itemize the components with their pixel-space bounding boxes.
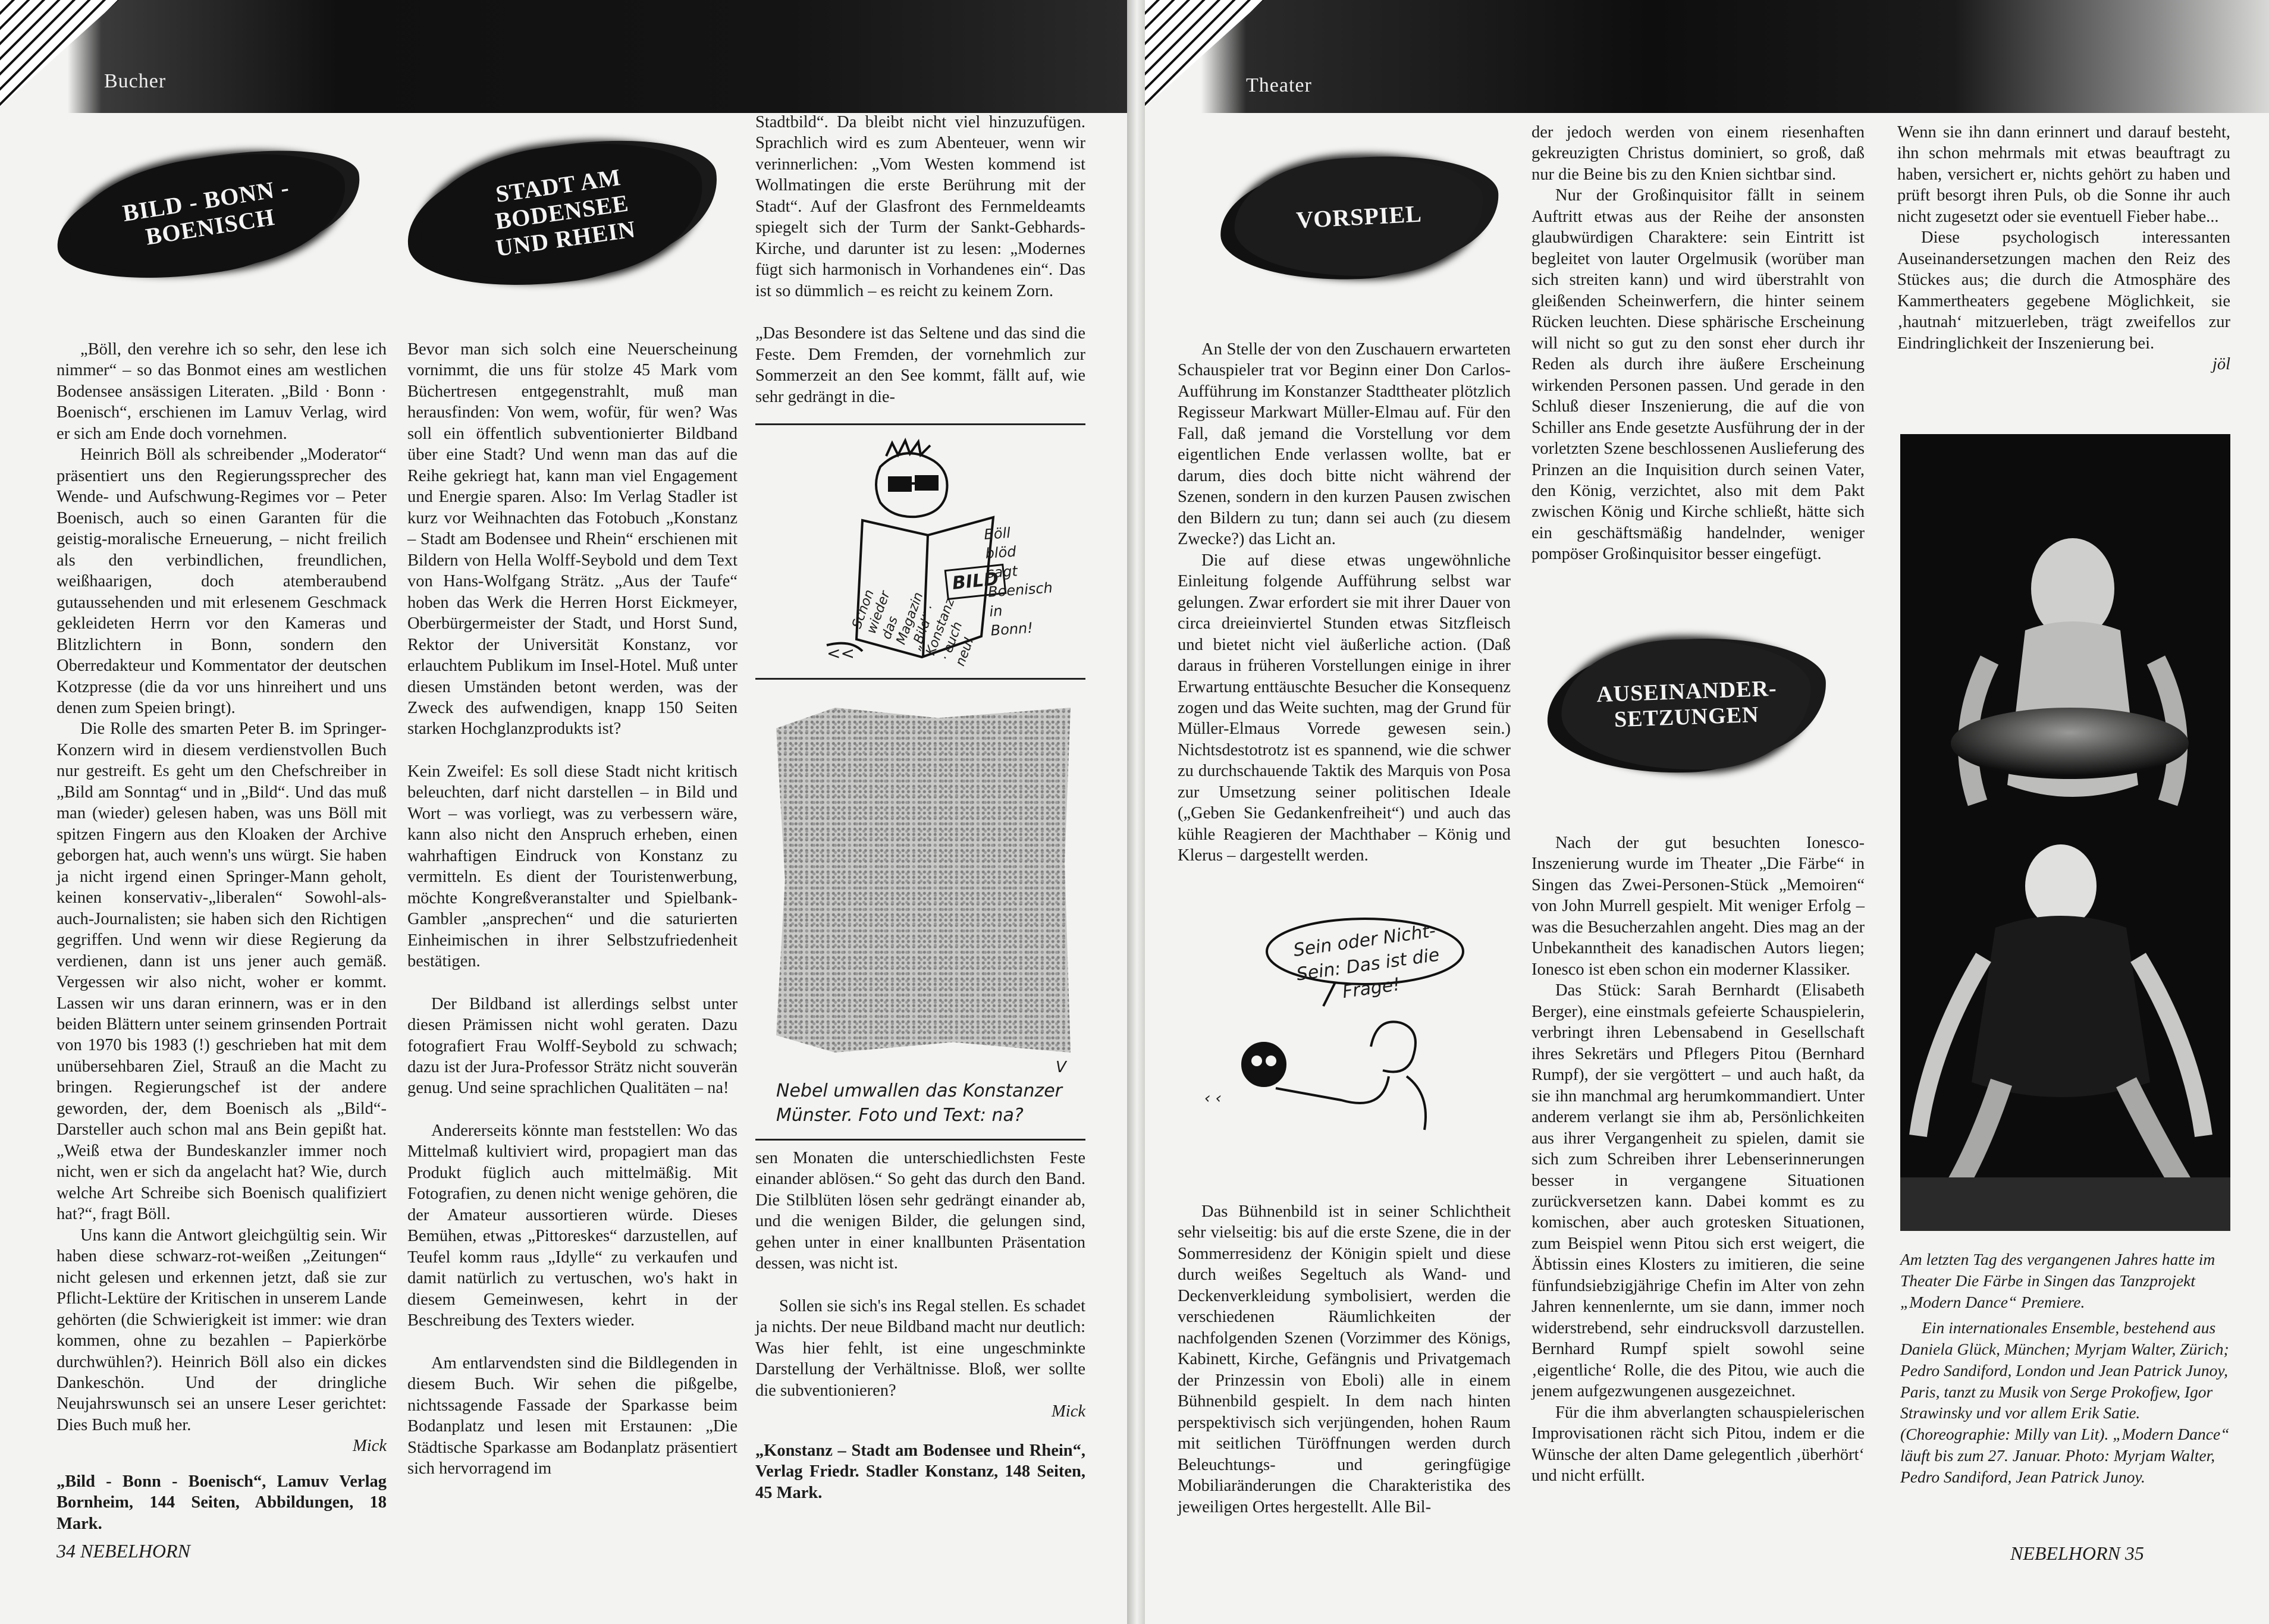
spine-gutter [1127, 0, 1145, 1624]
page-folio-left [57, 1540, 190, 1562]
headline-stadt-am-bodensee [412, 127, 713, 299]
paragraph: Wenn sie ihn dann erinnert und darauf besteht, ihn schon mehrmals mit etwas beauftragt zu haben, versichert er, nichts gehört zu haben und prüft besorgt ihren Puls, ob die Sonne ihr auch nicht zugesetzt oder sie eventuell Fieber habe... [1897, 123, 2230, 226]
cartoon-marks: ‹ ‹ [1204, 1089, 1222, 1107]
modern-dance-photo [1900, 434, 2230, 1231]
column-rule [755, 678, 1085, 680]
article-auseinandersetzungen-column [1532, 833, 1865, 1487]
cartoon-speech-text: Böll blöd sagt Boenisch in Bonn! [983, 524, 1053, 639]
paragraph: Andererseits könnte man feststellen: Wo das Mittelmaß kultiviert wird, propagiert man das Produkt füglich auch mittelmäßig. Mit Fotografien, zu denen nicht wenige gehören, die der Amateur aussortieren würde. Dieses Bemühen, etwas „Pittoreskes“ darzustellen, auf Teufel komm raus „Idylle“ zu verkaufen und damit natürlich zu vertuschen, wo's hakt in diesem Gemeinwesen, kehrt in der Beschreibung des Texters wieder. [407, 1121, 737, 1330]
book-credit: „Konstanz – Stadt am Bodensee und Rhein“, Verlag Friedr. Stadler Konstanz, 148 Seiten, 45 Mark. [755, 1441, 1085, 1502]
right-page [1145, 0, 2269, 1624]
article-boenisch-column [57, 339, 387, 1534]
paragraph: Am entlarvendsten sind die Bildlegenden in diesem Buch. Wir sehen die pißgelbe, nichtssagende Fassade der Sparkasse beim Bodanplatz und lesen mit Erstaunen: „Die Städtische Sparkasse am Bodanplatz präsentiert sich hervorragend im [407, 1353, 737, 1478]
page-folio-right [2010, 1543, 2144, 1565]
paragraph: „Böll, den verehre ich so sehr, den lese ich nimmer“ – so das Bonmot eines am westlichen Bodensee ansässigen Literaten. „Bild · Bonn · Boenisch“, erschienen im Lamuv Verlag, wird er sich am Ende doch vornehmen. [57, 340, 387, 443]
headline-bild-bonn-boenisch [61, 136, 355, 291]
cartoon-handwriting: Schon wieder das Magazin „Bild“ · Konstanz · euch neu! [849, 588, 977, 668]
headline-auseinandersetzungen [1559, 635, 1813, 775]
paragraph: Die auf diese etwas ungewöhnliche Einleitung folgende Aufführung selbst war gelungen. Zwar erfordert sie mit ihrer Dauer von circa dreieinviertel Stunden etwas Sitzfleisch und bietet nicht viel äußerliche action. (Daß daraus in früheren Vorstellungen einige in ihrer Erwartung enttäuschte Besucher die Konsequenz zogen und das Weite suchten, mag der Grund für Müller-Elmaus Vorrede gewesen sein.) Nichtsdestotrotz ist es spannend, wie die schwer zu durchschauende Taktik des Marquis von Posa zur Umsetzung seiner politischen Ideale („Geben Sie Gedankenfreiheit“) und auch das kühle Reagieren der Machthaber – König und Klerus – dargestellt werden. [1178, 551, 1511, 865]
dancers-figure [1900, 434, 2230, 1231]
paragraph: An Stelle der von den Zuschauern erwarteten Schauspieler trat vor Beginn einer Don Carlos-Aufführung im Konstanzer Stadttheater plötzlich Regisseur Markwart Müller-Elmau auf. Für den Fall, daß jemand die Vorstellung vor dem eigentlichen Ende verlassen wollte, bat er darum, dies doch bitte nicht während der Szenen, sondern in den kurzen Pausen zwischen den Bildern zu tun; dann sei auch (zu diesem Zwecke?) das Licht an. [1178, 340, 1511, 549]
paragraph: „Das Besondere ist das Seltene und das sind die Feste. Dem Fremden, der vornehmlich zur Sommerzeit an den See kommt, fällt auf, wie sehr gedrängt in die- [755, 324, 1085, 406]
cartoon-speech-text: Sein oder Nicht-Sein: Das ist die Frage! [1292, 920, 1441, 1003]
headline-text: AUSEINANDER-SETZUNGEN [1596, 676, 1778, 733]
paragraph: Uns kann die Antwort gleichgültig sein. Wir haben diese schwarz-rot-weißen „Zeitungen“ nicht gelesen und erkennen jetzt, daß sie zur Pflicht-Lektüre der Kritischen in unserem Lande gehörten (die Schwierigkeit ist immer: wie dran kommen, ohne zu bezahlen – Papierkörbe durchwühlen?). Heinrich Böll also ein dickes Dankeschön. Und der dringliche Neujahrswunsch sei an unsere Leser gerichtet: Dies Buch muß her. [57, 1226, 387, 1434]
section-label-books: Bucher [104, 70, 167, 92]
author-signature: Mick [353, 1437, 387, 1456]
paragraph: Heinrich Böll als schreibender „Moderator“ präsentiert uns den Regierungssprecher des Wende- und Aufschwung-Regimes vor – Peter Boenisch, auch so einen Garanten für die geistig-moralische Erneuerung, – nicht freilich als den verbindlichen, freundlichen, weißhaarigen, doch atemberaubend gutaussehenden und mit erlesenem Geschmack gekleideten Herrn vor den Kameras und Blitzlichtern in Bonn, sondern den Oberredakteur und Kommentator der deutschen Kotzpresse (die da vor uns hinreihert und uns denen zum Speien bringt). [57, 445, 387, 717]
paragraph: Der Bildband ist allerdings selbst unter diesen Prämissen nicht wohl geraten. Dazu fotografiert Frau Wolff-Seybold zu schwach; dazu ist der Jura-Professor Strätz nicht souverän genug. Und seine sprachlichen Qualitäten – na! [407, 994, 737, 1098]
paragraph: Stadtbild“. Da bleibt nicht viel hinzuzufügen. Sprachlich wird es zum Abenteuer, wenn wir verinnerlichen: „Vom Westen kommend ist Wollmatingen die erste Berührung mit der Stadt“. Auf der Glasfront des Fernmeldeamts spiegelt sich der Turm der Sankt-Gebhards-Kirche, und darunter ist zu lesen: „Modernes fügt sich harmonisch in Vorhandenes ein“. Das ist so dümmlich – es reicht zu keinem Zorn. [755, 113, 1085, 300]
paragraph: Das Stück: Sarah Bernhardt (Elisabeth Berger), eine einstmals gefeierte Schauspielerin, verbringt ihren Lebensabend in Gesellschaft ihres Sekretärs und Pflegers Pitou (Bernhard Rumpf), der sie vergöttert – und auch haßt, da sie ihn manchmal arg herumkommandiert. Unter anderem verlangt sie ihm ab, Persönlichkeiten aus ihrer Vergangenheit zu spielen, damit sie sich zum Schreiben ihrer Lebenserinnerungen besser in vergangene Situationen zurückversetzen kann. Dabei kommt es zu komischen, aber auch grotesken Situationen, zum Beispiel wenn Pitou sich erst weigert, die Äbtissin eines Klosters zu imitieren, die seine fünfundsiebzigjährige Chefin im Alter von zehn Jahren kennenlernte, um sie dann, immer noch widerstrebend, sehr eindrucksvoll darzustellen. Bernhard Rumpf spielt sowohl seine ‚eigentliche‘ Rolle, die des Pitou, wie auch die jenem aufgezwungenen ausgezeichnet. [1532, 981, 1865, 1401]
article-konstanz-column [407, 339, 737, 1479]
paragraph: Kein Zweifel: Es soll diese Stadt nicht kritisch beleuchten, darf nicht darstellen – in Bild und Wort – was vorliegt, was zu verbessern wäre, kann also nicht den Anspruch erheben, einen wahrhaftigen Eindruck von Konstanz zu vermitteln. Es dient der Touristenwerbung, möchte Kongreßveranstalter und Spielbank-Gambler „ansprechen“ und die saturierten Einheimischen in ihrer Selbstzufriedenheit bestätigen. [407, 762, 737, 971]
magazine-name: NEBELHORN [80, 1540, 190, 1562]
caption-paragraph: Ein internationales Ensemble, bestehend aus Daniela Glück, München; Myrjam Walter, Zürich; Pedro Sandiford, London und Jean Patrick Junoy, Paris, tanzt zu Musik von Serge Prokofjew, Igor Strawinsky und vor allem Erik Satie. (Choreographie: Milly van Lit). „Modern Dance“ läuft bis zum 27. Januar. Photo: Myrjam Walter, Pedro Sandiford, Jean Patrick Junoy. [1900, 1318, 2230, 1486]
section-label-theater: Theater [1246, 74, 1312, 96]
cartoon-hamlet [1192, 910, 1502, 1136]
paragraph: Die Rolle des smarten Peter B. im Springer-Konzern wird in diesem verdienstvollen Buch nur gestreift. Es geht um den Chefschreiber in „Bild am Sonntag“ und in „Bild“. Und das muß man (wieder) gelesen haben, was uns Böll mit spitzen Fingern aus den Kloaken der Archive geborgen hat, auch wenn's uns würgt. Sie haben ja nicht irgend einen Springer-Mann geholt, keinen konservativ-„liberalen“ Sowohl-als-auch-Journalisten; sie haben sich den Richtigen gegriffen. Und wenn wir diese Regierung da verdienen, dann ist uns jener auch gemäß. Vergessen wir also nicht, woher er kommt. Lassen wir uns daran erinnern, was er in den beiden Blättern unter seinem grinsenden Portrait von 1970 bis 1983 (!) geschrieben hat mit dem unübersehbaren Ziel, Strauß an die Macht zu bringen. Regierungschef ist der andere geworden, der, dem Boenisch als „Bild“-Darsteller auch schon mal ans Bein gepißt hat. „Weiß etwa der Bundeskanzler immer noch nicht, wen er sich da angelacht hat? Wie, durch welche Art Schreibe sich Boenisch qualifiziert hat?“, fragt Böll. [57, 720, 387, 1224]
cartoon-arrows: << [827, 643, 855, 663]
paragraph: sen Monaten die unterschiedlichsten Feste einander ablösen.“ So geht das durch den Band. Die Stilblüten lösen sehr gedrängt einander ab, und die wenigen Bilder, die gelungen sind, gehen unter in einer knallbunten Präsentation dessen, was nicht ist. [755, 1149, 1085, 1273]
paragraph: der jedoch werden von einem riesenhaften gekreuzigten Christus dominiert, so groß, daß nur die Beine bis zu den Knien sichtbar sind. [1532, 123, 1865, 184]
column-rule [755, 1139, 1085, 1141]
headline-text: VORSPIEL [1295, 200, 1423, 234]
article-konstanz-continued-top [755, 112, 1085, 407]
cartoon-newspaper-title: BILD [944, 564, 1007, 600]
paragraph: Sollen sie sich's ins Regal stellen. Es schadet ja nichts. Der neue Bildband macht nur deutlich: Was hier fehlt, ist eine ungeschminkte Darstellung der Verhältnisse. Bloß, wer sollte die subventionieren? [755, 1296, 1085, 1400]
left-page [0, 0, 1127, 1624]
article-vorspiel-column-2 [1532, 122, 1865, 565]
headline-text: STADT AM BODENSEE UND RHEIN [493, 164, 638, 262]
paragraph: Nach der gut besuchten Ionesco-Inszenierung wurde im Theater „Die Färbe“ in Singen das Zwei-Personen-Stück „Memoiren“ von John Murrell gespielt. Mit weniger Erfolg – was die Besucherzahlen angeht. Dies mag an der Unbekanntheit des kanadischen Autors liegen; Ionesco ist eben schon ein moderner Klassiker. [1532, 834, 1865, 979]
paragraph: Bevor man sich solch eine Neuerscheinung vornimmt, die uns für stolze 45 Mark vom Büchertresen entgegenstrahlt, muß man herausfinden: Von wem, wofür, für wen? Was soll ein öffentlich subventionierter Bildband über eine Stadt? Und wenn man das auf die Reihe gekriegt hat, kann man viel Engagement und Energie sparen. Also: Im Verlag Stadler ist kurz vor Weihnachten das Fotobuch „Konstanz – Stadt am Bodensee und Rhein“ erschienen mit Bildern von Hella Wolff-Seybold und dem Text von Hans-Wolfgang Strätz. „Aus der Taufe“ hoben das Werk die Herren Horst Eickmeyer, Oberbürgermeister der Stadt, und Horst Sund, Rektor der Universität Konstanz, vor erlauchtem Publikum im Insel-Hotel. Muß unter diesen Umständen betont werden, was der Zweck des aufwendigen, knapp 150 Seiten starken Hochglanzprodukts ist? [407, 340, 737, 739]
fog-photo [776, 708, 1071, 1053]
headline-text: BILD - BONN - BOENISCH [121, 174, 291, 250]
paragraph: Für die ihm abverlangten schauspielerischen Improvisationen rächt sich Pitou, indem er die Wünsche der alten Dame gelegentlich ‚überhört‘ und nicht erfüllt. [1532, 1403, 1865, 1485]
right-header-band [1145, 0, 2269, 113]
article-vorspiel-continued [1178, 1201, 1511, 1518]
paragraph: Das Bühnenbild ist in seiner Schlichtheit sehr vielseitig: bis auf die erste Szene, die in der Sommerresidenz der Königin spielt und diese durch weißes Segeltuch als Wand- und Deckenverkleidung symbolisiert, werden die verschiedenen Räumlichkeiten der nachfolgenden Szenen (Vorzimmer des Königs, Kabinett, Kirche, Gefängnis und Privatgemach der Prinzessin von Eboli) alle in einem Bühnenbild gespielt. In dem nach hinten perspektivisch sich verjüngenden, hohen Raum mit seitlichen Türöffnungen werden durch Beleuchtungs- und geringfügige Mobiliaränderungen die Charakteristika des jeweiligen Ortes hergestellt. Alle Bil- [1178, 1202, 1511, 1516]
author-signature: Mick [1052, 1402, 1085, 1421]
fog-photo-mark: V [1056, 1058, 1066, 1076]
page-number: 34 [57, 1540, 76, 1562]
author-signature: jöl [2212, 355, 2230, 374]
page-number: 35 [2124, 1543, 2144, 1564]
article-auseinandersetzungen-continued [1897, 122, 2230, 375]
photo-caption [1900, 1249, 2230, 1492]
fog-photo-caption: Nebel umwallen das Konstanzer Münster. Foto und Text: na? [776, 1080, 1062, 1126]
column-rule [755, 423, 1085, 425]
paragraph: Nur der Großinquisitor fällt in seinem Auftritt etwas aus der Reihe der ansonsten glaubwürdigen Charaktere: sein Eintritt ist begleitet von lauter Orgelmusik (worüber man sich streiten kann) und wird überstrahlt von gleißenden Scheinwerfern, die hinter seinem Rücken leuchten. Diese sphärische Erscheinung will nicht so gut zu den sonst eher durch ihr Reden als durch ihre äußere Erscheinung wirkenden Personen passen. Und gerade in den Schluß dieser Inszenierung, die auf die von Schiller ans Ende gesetzte Ausführung der in der vorletzten Szene beschlossenen Auslieferung des Prinzen an die Inquisition durch seinen Vater, den König, verzichtet, also mit dem Pakt zwischen König und Kirche schließt, hätte sich ein geschäftsmäßig handelnder, weniger pompöser Großinquisitor besser eingefügt. [1532, 186, 1865, 564]
paragraph: Diese psychologisch interessanten Auseinandersetzungen machen den Reiz des Stückes aus; die durch die Atmosphäre des Kammertheaters gegebene Möglichkeit, sie ‚hautnah‘ mitzuerleben, trägt zweifellos zur Eindringlichkeit der Inszenierung bei. [1897, 228, 2230, 353]
article-vorspiel-column [1178, 339, 1511, 866]
caption-paragraph: Am letzten Tag des vergangenen Jahres hatte im Theater Die Färbe in Singen das Tanzprojekt „Modern Dance“ Premiere. [1900, 1250, 2215, 1311]
headline-vorspiel [1231, 151, 1487, 283]
book-credit: „Bild - Bonn - Boenisch“, Lamuv Verlag Bornheim, 144 Seiten, Abbildungen, 18 Mark. [57, 1472, 387, 1533]
article-konstanz-continued-bottom [755, 1148, 1085, 1503]
cartoon-newspaper-reader [791, 431, 1077, 675]
magazine-name: NEBELHORN [2010, 1543, 2120, 1564]
left-header-band [0, 0, 1127, 113]
